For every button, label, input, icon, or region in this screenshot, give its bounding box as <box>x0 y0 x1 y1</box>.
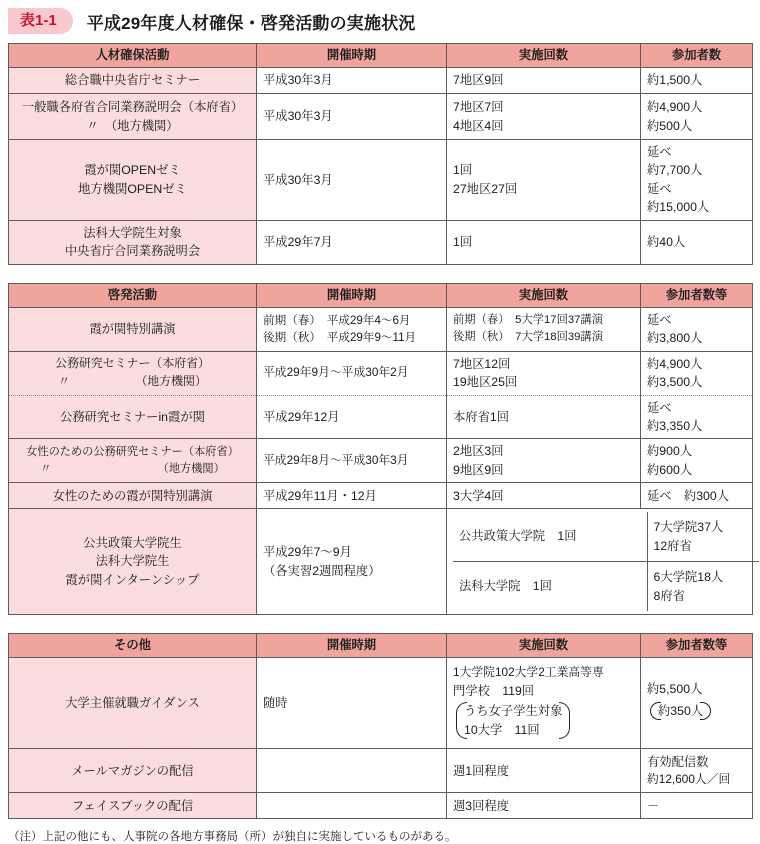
cell-count: 法科大学院 1回 <box>453 562 647 611</box>
row-label-line2: 法科大学院生 <box>95 554 170 569</box>
cell-period: 平成30年3月 <box>257 94 447 140</box>
cell-period-line1: 平成29年7〜9月 <box>263 545 352 560</box>
cell-period: 平成29年11月・12月 <box>257 483 447 509</box>
cell-count-line1: 2地区3回 <box>453 444 504 459</box>
cell-period-line2: 後期（秋） 平成29年9〜11月 <box>263 331 417 345</box>
row-label <box>9 140 257 221</box>
table-spacer <box>8 615 752 627</box>
cell-participants-line1: 約4,900人 <box>647 100 703 115</box>
row-label-line2: 〃 （地方機関） <box>40 462 225 475</box>
cell-count <box>447 658 641 749</box>
cell-period <box>257 351 447 395</box>
column-header-period: 開催時期 <box>257 44 447 68</box>
table-row <box>9 483 753 509</box>
cell-period <box>257 658 447 749</box>
cell-participants-line2: 約3,500人 <box>647 375 703 390</box>
cell-participants <box>641 395 753 439</box>
table-row <box>9 351 753 395</box>
cell-participants: － <box>641 793 753 819</box>
cell-count <box>447 351 641 395</box>
cell-participants: 約1,500人 <box>641 68 753 94</box>
cell-participants-line3: 延べ <box>647 181 672 196</box>
table-row <box>9 140 753 221</box>
table-row <box>9 220 753 264</box>
cell-period-text: 平成29年9月〜平成30年2月 <box>263 365 409 380</box>
cell-participants <box>641 749 753 793</box>
column-header-count: 実施回数 <box>447 283 641 307</box>
cell-count-line1: 前期（春） 5大学17回37講演 <box>453 314 604 327</box>
column-header-participants: 参加者数等 <box>641 283 753 307</box>
row-label: 総合職中央省庁セミナー <box>9 68 257 94</box>
table-row <box>9 439 753 483</box>
table-jinzai-kakuho <box>8 43 753 265</box>
cell-period: 平成30年3月 <box>257 68 447 94</box>
cell-count <box>447 94 641 140</box>
cell-period-text: 随時 <box>263 696 288 710</box>
column-header-count: 実施回数 <box>447 634 641 658</box>
cell-participants-line2: 約7,700人 <box>647 163 703 178</box>
table-number-label: 表1-1 <box>20 12 57 29</box>
cell-participants-line1: 約900人 <box>647 444 693 459</box>
paren-right-icon <box>705 701 714 721</box>
row-label-line1: 公共政策大学院生 <box>83 535 182 550</box>
table-row <box>9 307 753 351</box>
cell-count <box>447 439 641 483</box>
table-header-row <box>9 44 753 68</box>
column-header-count: 実施回数 <box>447 44 641 68</box>
table-row <box>9 793 753 819</box>
sub-row <box>453 562 759 611</box>
cell-participants-line2: 12府省 <box>653 538 692 553</box>
table-sonota <box>8 633 753 819</box>
row-label <box>9 220 257 264</box>
cell-participants <box>641 439 753 483</box>
cell-participants-line1: 7大学院37人 <box>653 520 724 535</box>
paren-right-icon <box>564 701 573 740</box>
cell-period-text: 平成29年8月〜平成30年3月 <box>263 452 409 467</box>
footnote: （注）上記の他にも、人事院の各地方事務局（所）が独自に実施しているものがある。 <box>8 831 457 844</box>
cell-period <box>257 307 447 351</box>
cell-participants-line1: 延べ <box>647 400 672 415</box>
cell-split-group <box>447 509 753 615</box>
column-header-activity: その他 <box>9 634 257 658</box>
sub-table <box>453 512 759 611</box>
cell-count-line2: 後期（秋） 7大学18回39講演 <box>453 331 604 344</box>
row-label: 霞が関特別講演 <box>9 307 257 351</box>
row-label: 女性のための霞が関特別講演 <box>9 483 257 509</box>
cell-count-line2: 4地区4回 <box>453 118 504 133</box>
column-header-participants: 参加者数 <box>641 44 753 68</box>
cell-participants-line2: 約3,350人 <box>647 418 703 433</box>
cell-count-paren-inner <box>462 701 564 740</box>
cell-participants-paren-text: 約350人 <box>658 704 704 718</box>
paren-left-icon <box>647 701 656 721</box>
cell-count <box>447 140 641 221</box>
cell-count-line1: 1回 <box>453 163 473 178</box>
table-row-internship <box>9 509 753 615</box>
cell-count-paren-line1: うち女子学生対象 <box>464 704 563 719</box>
cell-count: 本府省1回 <box>447 395 641 439</box>
column-header-period: 開催時期 <box>257 634 447 658</box>
cell-period-line1: 前期（春） 平成29年4〜6月 <box>263 313 411 327</box>
column-header-participants: 参加者数等 <box>641 634 753 658</box>
sub-row <box>453 512 759 561</box>
table-row <box>9 395 753 439</box>
row-label <box>9 351 257 395</box>
table-header-row <box>9 283 753 307</box>
cell-participants-line2: 8府省 <box>653 588 685 603</box>
cell-count: 公共政策大学院 1回 <box>453 512 647 561</box>
cell-period <box>257 509 447 615</box>
cell-participants-line2: 約12,600人／回 <box>647 772 731 787</box>
cell-count-line2: 9地区9回 <box>453 462 504 477</box>
cell-count-line1: 7地区12回 <box>453 356 511 371</box>
cell-count-line1: 1大学院102大学2工業高等専 <box>453 665 604 679</box>
row-label: フェイスブックの配信 <box>9 793 257 819</box>
paren-left-icon <box>453 701 462 740</box>
cell-participants-line1: 6大学院18人 <box>653 570 724 585</box>
row-label: 公務研究セミナーin霞が関 <box>9 395 257 439</box>
cell-participants-line2: 約600人 <box>647 462 693 477</box>
row-label-line2: 〃 （地方機関） <box>58 374 207 389</box>
cell-count-line1: 7地区7回 <box>453 100 504 115</box>
cell-participants-line2: 約3,800人 <box>647 331 703 346</box>
cell-count-line2: 27地区27回 <box>453 181 518 196</box>
table-row <box>9 94 753 140</box>
cell-count: 週1回程度 <box>447 749 641 793</box>
cell-participants-line1: 約4,900人 <box>647 356 703 371</box>
cell-participants <box>641 94 753 140</box>
cell-count: 1回 <box>447 220 641 264</box>
row-label-line2: 〃 （地方機関） <box>86 118 179 133</box>
cell-count: 3大学4回 <box>447 483 641 509</box>
table-row <box>9 749 753 793</box>
table-number-badge <box>8 8 73 34</box>
cell-participants <box>641 140 753 221</box>
cell-period: 平成29年12月 <box>257 395 447 439</box>
cell-participants <box>641 307 753 351</box>
cell-participants-line1: 有効配信数 <box>647 754 709 769</box>
table-header-row <box>9 634 753 658</box>
table-keihatsu-katsudo <box>8 283 753 615</box>
cell-participants-line4: 約15,000人 <box>647 200 710 215</box>
cell-period <box>257 439 447 483</box>
row-label-line1: 一般職各府省合同業務説明会（本府省） <box>21 100 244 115</box>
row-label-line1: 公務研究セミナー（本府省） <box>55 356 210 371</box>
cell-participants-paren-group <box>647 701 714 721</box>
cell-participants-line1: 約5,500人 <box>647 681 703 696</box>
cell-participants-line1: 延べ <box>647 145 672 159</box>
cell-participants: 延べ 約300人 <box>641 483 753 509</box>
cell-count: 週3回程度 <box>447 793 641 819</box>
row-label <box>9 509 257 615</box>
cell-period: 平成29年7月 <box>257 220 447 264</box>
cell-count-line2: 門学校 119回 <box>453 683 535 698</box>
table-title-row <box>8 0 752 37</box>
column-header-activity: 啓発活動 <box>9 283 257 307</box>
row-label <box>9 439 257 483</box>
cell-participants <box>647 562 759 611</box>
cell-participants-line2: 約500人 <box>647 118 693 133</box>
table-row <box>9 68 753 94</box>
cell-participants <box>641 658 753 749</box>
cell-period <box>257 749 447 793</box>
cell-period-line2: （各実習2週間程度） <box>263 563 381 578</box>
cell-period: 平成30年3月 <box>257 140 447 221</box>
row-label-line1: 女性のための公務研究セミナー（本府省） <box>26 446 239 459</box>
cell-count-paren-line2: 10大学 11回 <box>464 722 540 737</box>
cell-count: 7地区9回 <box>447 68 641 94</box>
row-label-line2: 地方機関OPENゼミ <box>78 181 187 196</box>
row-label: 大学主催就職ガイダンス <box>9 658 257 749</box>
cell-count-paren-group <box>453 701 573 740</box>
row-label-line1: 法科大学院生対象 <box>83 225 182 240</box>
row-label-line3: 霞が関インターンシップ <box>65 572 200 587</box>
cell-participants-line1: 延べ <box>647 312 672 327</box>
page-title: 平成29年度人材確保・啓発活動の実施状況 <box>86 13 416 33</box>
column-header-period: 開催時期 <box>257 283 447 307</box>
cell-participants <box>647 512 759 561</box>
cell-period <box>257 793 447 819</box>
row-label-line1: 霞が関OPENゼミ <box>84 163 181 178</box>
row-label: メールマガジンの配信 <box>9 749 257 793</box>
cell-count-line2: 19地区25回 <box>453 375 518 390</box>
table-row <box>9 658 753 749</box>
cell-participants <box>641 351 753 395</box>
column-header-activity: 人材確保活動 <box>9 44 257 68</box>
row-label <box>9 94 257 140</box>
cell-participants: 約40人 <box>641 220 753 264</box>
row-label-line2: 中央省庁合同業務説明会 <box>64 244 201 259</box>
cell-count <box>447 307 641 351</box>
table-spacer <box>8 265 752 277</box>
